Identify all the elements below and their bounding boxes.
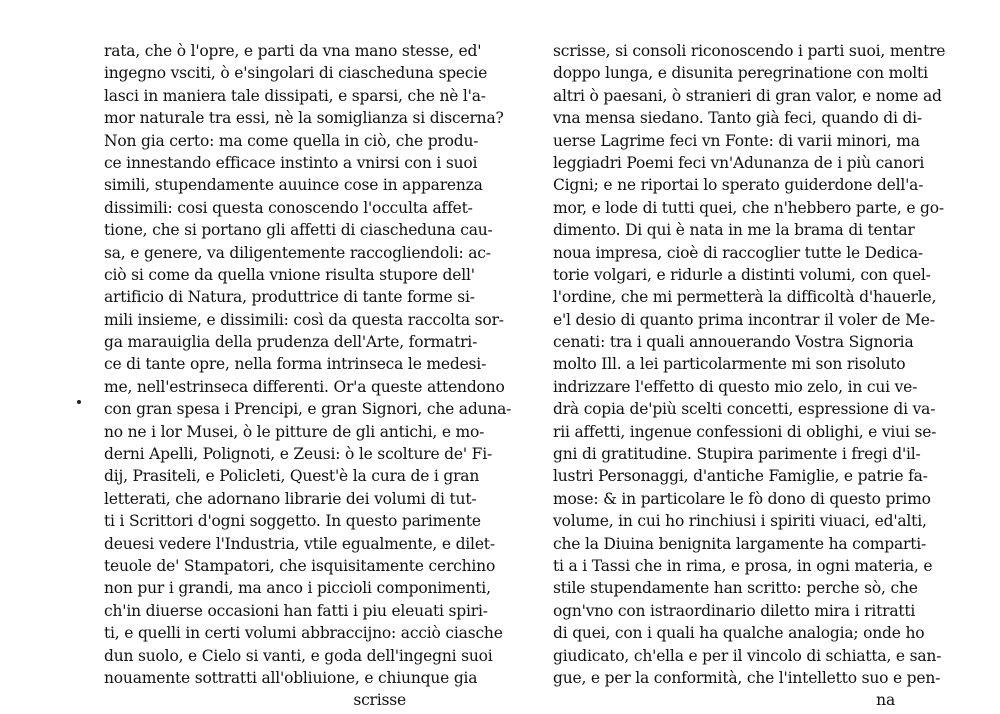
- text-line: ce di tante opre, nella forma intrinseca le medesi-: [104, 355, 487, 374]
- text-line: con gran spesa i Prencipi, e gran Signori, che aduna-: [104, 400, 512, 419]
- text-line: uerse Lagrime feci vn Fonte: di varii minori, ma: [553, 131, 920, 150]
- text-line: noua impresa, cioè di raccoglier tutte le Dedica-: [553, 243, 923, 262]
- text-line: mose: & in particolare le fò dono di questo primo: [553, 489, 931, 508]
- right-catchword: na: [876, 691, 895, 710]
- text-line: scrisse, si consoli riconoscendo i parti suoi, mentre: [553, 42, 946, 60]
- text-line: doppo lunga, e disunita peregrinatione con molti: [553, 64, 928, 83]
- text-line: dij, Prasiteli, e Policleti, Quest'è la cura de i gran: [104, 467, 480, 486]
- text-line: dun suolo, e Cielo si vanti, e goda dell'ingegni suoi: [104, 646, 493, 665]
- text-line: altri ò paesani, ò stranieri di gran valor, e nome ad: [553, 86, 942, 105]
- text-line: rata, che ò l'opre, e parti da vna mano stesse, ed': [104, 42, 482, 60]
- text-line: gni di gratitudine. Stupira parimente i fregi d'il-: [553, 445, 921, 464]
- text-line: ti, e quelli in certi volumi abbraccijno: acciò ciasche: [104, 624, 503, 643]
- text-line: ogn'vno con istraordinario diletto mira i ritratti: [553, 601, 916, 620]
- text-line: stile stupendamente han scritto: perche sò, che: [553, 579, 918, 598]
- text-line: lasci in maniera tale dissipati, e sparsi, che nè l'a-: [104, 86, 486, 105]
- text-line: Non gia certo: ma come quella in ciò, che produ-: [104, 131, 479, 150]
- text-line: dissimili: cosi questa conoscendo l'occulta affet-: [104, 198, 473, 217]
- text-line: mor, e lode di tutti quei, che n'hebbero parte, e go-: [553, 198, 944, 217]
- text-line: rii affetti, ingenue confessioni di oblighi, e viui se-: [553, 422, 937, 441]
- text-line: artificio di Natura, produttrice di tante forme si-: [104, 288, 475, 307]
- text-line: teuole de' Stampatori, che isquisitamente cerchino: [104, 556, 496, 575]
- text-line: Cigni; e ne riportai lo sperato guiderdone dell'a-: [553, 176, 924, 195]
- text-line: derni Apelli, Polignoti, e Zeusi: ò le scolture de' Fi-: [104, 445, 492, 464]
- text-line: simili, stupendamente auuince cose in apparenza: [104, 176, 483, 195]
- text-line: ch'in diuerse occasioni han fatti i piu eleuati spiri-: [104, 601, 488, 620]
- text-line: deuesi vedere l'Industria, vtile egualmente, e dilet-: [104, 534, 495, 553]
- text-line: leggiadri Poemi feci vn'Adunanza de i più canori: [553, 153, 925, 172]
- text-line: indrizzare l'effetto di questo mio zelo, in cui ve-: [553, 377, 918, 396]
- right-page: [553, 40, 946, 712]
- text-line: lustri Personaggi, d'antiche Famiglie, e patrie fa-: [553, 467, 928, 486]
- text-line: vna mensa siedano. Tanto già feci, quando di di-: [553, 109, 922, 128]
- text-line: drà copia de'più scelti concetti, espressione di va-: [553, 400, 936, 419]
- text-line: cenati: tra i quali annouerando Vostra Signoria: [553, 333, 914, 352]
- text-line: volume, in cui ho rinchiusi i spiriti viuaci, ed'alti,: [553, 512, 927, 531]
- text-line: mili insieme, e dissimili: così da questa raccolta sor-: [104, 310, 504, 329]
- text-line: di quei, con i quali ha qualche analogia; onde ho: [553, 624, 925, 643]
- text-line: molto Ill. a lei particolarmente mi son risoluto: [553, 355, 906, 374]
- text-line: giudicato, ch'ella e per il vincolo di schiatta, e san-: [553, 646, 942, 665]
- text-line: ga marauiglia della prudenza dell'Arte, formatri-: [104, 333, 478, 352]
- left-catchword: scrisse: [353, 691, 406, 710]
- text-line: me, nell'estrinseca differenti. Or'a queste attendono: [104, 377, 505, 396]
- text-line: tione, che si portano gli affetti di ciascheduna cau-: [104, 221, 493, 240]
- text-line: gue, e per la conformità, che l'intelletto suo e pen-: [553, 668, 941, 687]
- text-line: non pur i grandi, ma anco i piccioli componimenti,: [104, 579, 491, 598]
- right-page-text: [553, 40, 946, 689]
- text-line: ti i Scrittori d'ogni soggetto. In questo parimente: [104, 512, 481, 531]
- margin-mark: [77, 400, 81, 404]
- text-line: nouamente sottratti all'obliuione, e chiunque gia: [104, 668, 478, 687]
- text-line: torie volgari, e ridurle a distinti volumi, con quel-: [553, 265, 931, 284]
- text-line: mor naturale tra essi, nè la somiglianza si discerna?: [104, 109, 504, 128]
- text-line: che la Diuina benignita largamente ha comparti-: [553, 534, 927, 553]
- text-line: l'ordine, che mi permetterà la difficoltà d'hauerle,: [553, 288, 937, 307]
- text-line: dimento. Di qui è nata in me la brama di tentar: [553, 221, 915, 240]
- left-page-text: [104, 40, 512, 689]
- text-line: ti a i Tassi che in rima, e prosa, in ogni materia, e: [553, 556, 933, 575]
- left-page: [104, 40, 512, 712]
- text-line: no ne i lor Musei, ò le pitture de gli antichi, e mo-: [104, 422, 485, 441]
- text-line: sa, e genere, va diligentemente raccogliendoli: ac-: [104, 243, 491, 262]
- text-line: e'l desio di quanto prima incontrar il voler de Me-: [553, 310, 935, 329]
- text-line: ciò si come da quella vnione risulta stupore dell': [104, 265, 475, 284]
- text-line: ce innestando efficace instinto a vnirsi con i suoi: [104, 153, 478, 172]
- text-line: letterati, che adornano librarie dei volumi di tut-: [104, 489, 477, 508]
- text-line: ingegno vsciti, ò e'singolari di ciascheduna specie: [104, 64, 488, 83]
